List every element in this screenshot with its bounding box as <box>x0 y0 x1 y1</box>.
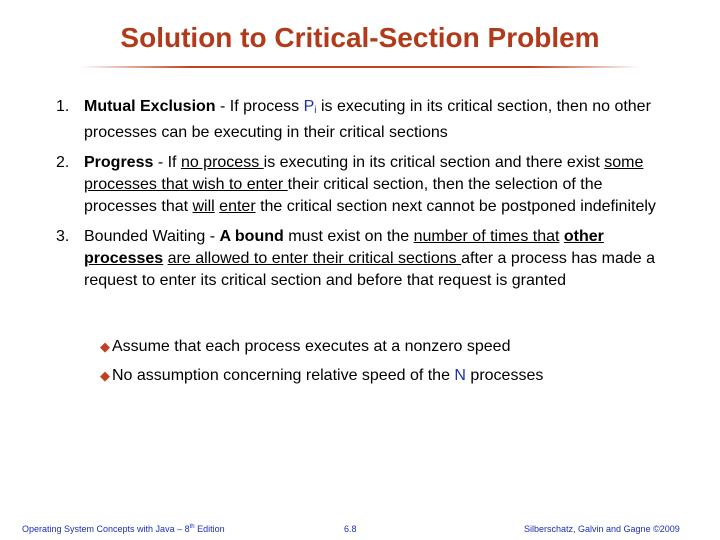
footer-superscript: th <box>189 524 195 530</box>
footer-page-number: 6.8 <box>344 524 357 534</box>
item-number: 2. <box>56 154 70 171</box>
footer-text: Operating System Concepts with Java – 8 <box>22 524 190 534</box>
bullet-icon: ◆ <box>100 339 110 354</box>
bullet-icon: ◆ <box>100 368 110 383</box>
item-text: after a process has made a request to enter its critical section and before that request is granted <box>84 250 655 289</box>
term-bounded-waiting: Bounded Waiting - <box>84 228 220 245</box>
item-text: - If <box>153 154 181 171</box>
item-text: their critical section, then the selection of the processes that <box>84 176 603 215</box>
underlined-text: are allowed to enter their critical sections <box>167 250 462 267</box>
bullet-item <box>100 365 543 387</box>
bold-text: A bound <box>219 228 284 245</box>
list-item-bounded-waiting <box>56 226 656 292</box>
item-text: is executing in its critical section, then no other processes can be executing in their critical sections <box>84 98 651 141</box>
footer-authors: Silberschatz, Galvin and Gagne ©2009 <box>524 524 680 534</box>
bullet-text: Assume that each process executes at a nonzero speed <box>112 338 511 355</box>
term-progress: Progress <box>84 154 154 171</box>
requirements-list <box>56 96 656 300</box>
assumptions-list <box>100 336 543 394</box>
item-number: 3. <box>56 228 70 245</box>
item-text: the critical section next cannot be postponed indefinitely <box>255 198 656 215</box>
title-underline-rule <box>80 66 640 68</box>
process-variable: P <box>303 98 315 115</box>
item-text: must exist on the <box>283 228 414 245</box>
underlined-text: some processes that wish to enter <box>84 154 644 193</box>
bullet-item <box>100 336 543 358</box>
item-text: - If process <box>215 98 304 115</box>
underlined-text: number of times that <box>413 228 560 245</box>
term-mutual-exclusion: Mutual Exclusion <box>84 98 216 115</box>
footer-text: Edition <box>194 524 225 534</box>
underlined-text: no process <box>180 154 264 171</box>
item-text: is executing in its critical section and there exist <box>263 154 605 171</box>
underlined-text: will <box>192 198 215 215</box>
underlined-text: enter <box>219 198 256 215</box>
footer-book-title <box>22 524 225 534</box>
bullet-text: processes <box>465 367 544 384</box>
bullet-text: No assumption concerning relative speed of the <box>112 367 455 384</box>
process-variable-subscript: i <box>314 105 317 116</box>
underlined-bold-text: other processes <box>84 228 604 267</box>
list-item-mutual-exclusion <box>56 96 656 144</box>
n-variable: N <box>454 367 466 384</box>
item-number: 1. <box>56 98 70 115</box>
slide-title: Solution to Critical-Section Problem <box>120 22 600 53</box>
list-item-progress <box>56 152 656 218</box>
